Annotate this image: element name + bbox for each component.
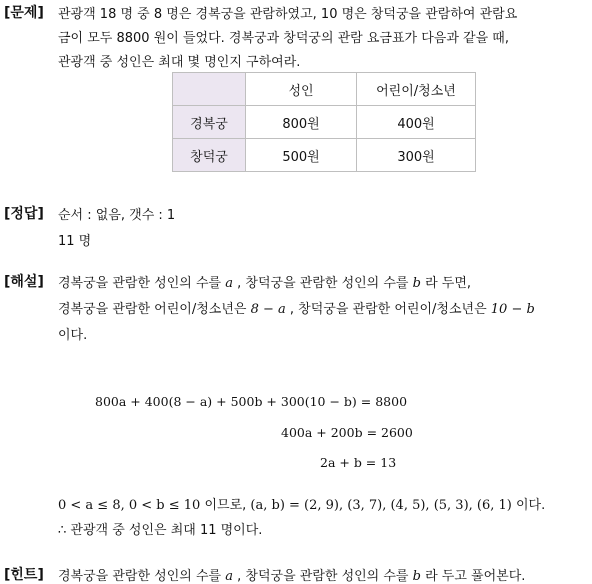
- expression: 10 − b: [490, 302, 535, 317]
- hint-label: [힌트]: [4, 567, 44, 583]
- equation-2: 400a + 200b = 2600: [281, 425, 413, 440]
- text: 경복궁을 관람한 어린이/청소년은: [58, 302, 251, 317]
- explanation-label: [해설]: [4, 274, 44, 290]
- equation-3: 2a + b = 13: [320, 455, 397, 470]
- explanation-line-2: [58, 298, 535, 317]
- text: , 창덕궁을 관람한 성인의 수를: [233, 569, 413, 584]
- text: 경복궁을 관람한 성인의 수를: [58, 276, 226, 291]
- hint-line: [58, 565, 525, 584]
- table-cell: 500원: [246, 139, 357, 172]
- solution-pairs: (a, b) = (2, 9), (3, 7), (4, 5), (5, 3), (6, 1): [250, 498, 512, 513]
- table-corner-cell: [173, 73, 246, 106]
- variable-a: a: [225, 569, 233, 584]
- text: 경복궁을 관람한 성인의 수를: [58, 569, 226, 584]
- table-header-row: [173, 73, 476, 106]
- text: , 창덕궁을 관람한 어린이/청소년은: [285, 302, 491, 317]
- answer-label: [정답]: [4, 206, 44, 222]
- problem-line-3: 관광객 중 성인은 최대 몇 명인지 구하여라.: [58, 55, 301, 70]
- table-row: [173, 106, 476, 139]
- explanation-line-1: [58, 272, 471, 291]
- problem-line-1: 관광객 18 명 중 8 명은 경복궁을 관람하였고, 10 명은 창덕궁을 관람하여 관람요: [58, 7, 518, 22]
- table-cell: 800원: [246, 106, 357, 139]
- text: 이다.: [511, 498, 546, 513]
- text: , 창덕궁을 관람한 성인의 수를: [233, 276, 413, 291]
- text: 라 두고 풀어본다.: [420, 569, 526, 584]
- table-row: [173, 139, 476, 172]
- explanation-line-3: 이다.: [58, 328, 88, 343]
- variable-b: b: [412, 569, 421, 584]
- answer-line-2: 11 명: [58, 234, 92, 249]
- text: 라 두면,: [420, 276, 472, 291]
- equation-1: 800a + 400(8 − a) + 500b + 300(10 − b) = 8800: [95, 394, 408, 409]
- conclusion-line: ∴ 관광객 중 성인은 최대 11 명이다.: [58, 523, 263, 538]
- inequality: 0 < a ≤ 8, 0 < b ≤ 10: [58, 498, 201, 513]
- table-row-header: 경복궁: [173, 106, 246, 139]
- table-header-adult: 성인: [246, 73, 357, 106]
- answer-line-1: 순서 : 없음, 갯수 : 1: [58, 208, 176, 223]
- table-header-child: 어린이/청소년: [357, 73, 476, 106]
- variable-b: b: [412, 276, 421, 291]
- text: 이므로,: [200, 498, 251, 513]
- table-cell: 300원: [357, 139, 476, 172]
- table-cell: 400원: [357, 106, 476, 139]
- condition-line: [58, 494, 545, 513]
- variable-a: a: [225, 276, 233, 291]
- fee-table: [172, 72, 476, 172]
- table-row-header: 창덕궁: [173, 139, 246, 172]
- problem-label: [문제]: [4, 5, 44, 21]
- problem-line-2: 금이 모두 8800 원이 들었다. 경복궁과 창덕궁의 관람 요금표가 다음과 같을 때,: [58, 31, 509, 46]
- expression: 8 − a: [250, 302, 286, 317]
